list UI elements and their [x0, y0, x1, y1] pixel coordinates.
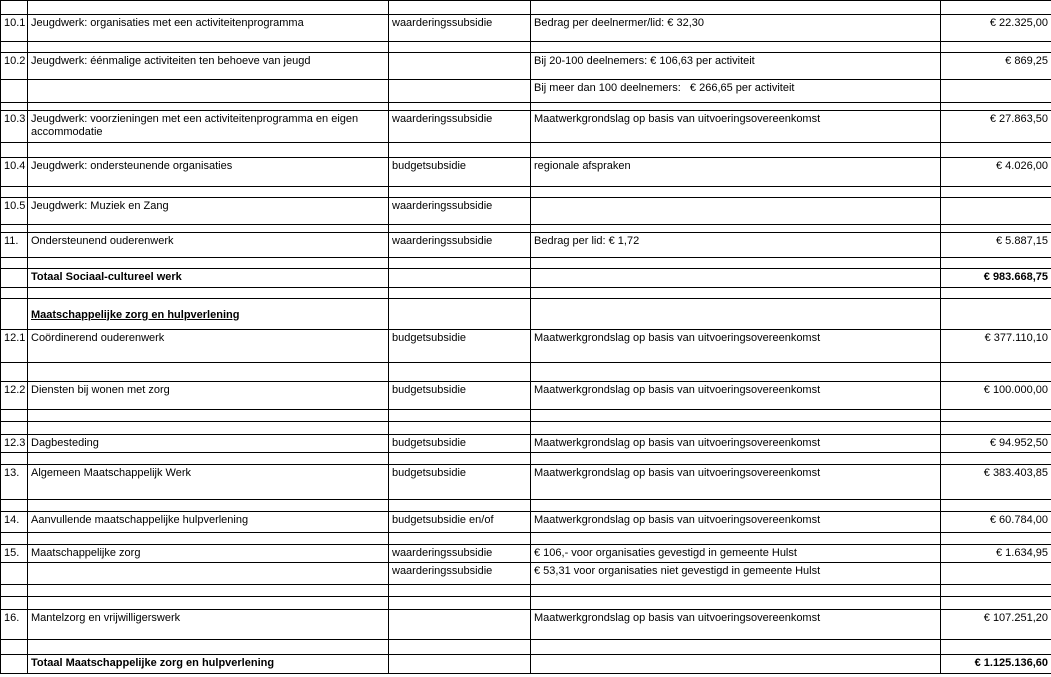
- cell-id: 10.3: [1, 111, 28, 143]
- cell-subsidy-type: [389, 640, 531, 655]
- cell-grondslag: [531, 269, 941, 288]
- cell-grondslag: [531, 299, 941, 330]
- table-row: [1, 15, 1051, 42]
- cell-description: Jeugdwerk: ondersteunende organisaties: [28, 158, 389, 187]
- table-row-empty: [1, 597, 1051, 610]
- cell-subsidy-type: budgetsubsidie: [389, 465, 531, 500]
- cell-grondslag: [531, 103, 941, 111]
- cell-subsidy-type: [389, 597, 531, 610]
- cell-description: [28, 187, 389, 198]
- cell-subsidy-type: budgetsubsidie: [389, 435, 531, 453]
- cell-description: Totaal Sociaal-cultureel werk: [28, 269, 389, 288]
- cell-id: [1, 187, 28, 198]
- cell-grondslag: Bij meer dan 100 deelnemers: € 266,65 per activiteit: [531, 80, 941, 103]
- cell-description: [28, 258, 389, 269]
- cell-amount: [941, 198, 1051, 225]
- cell-amount: [941, 143, 1051, 158]
- cell-id: 10.1: [1, 15, 28, 42]
- cell-id: 10.5: [1, 198, 28, 225]
- cell-description: [28, 103, 389, 111]
- cell-amount: [941, 453, 1051, 465]
- cell-description: [28, 453, 389, 465]
- cell-description: Jeugdwerk: voorzieningen met een activiteitenprogramma en eigen accommodatie: [28, 111, 389, 143]
- cell-amount: € 60.784,00: [941, 512, 1051, 533]
- table-row-empty: [1, 143, 1051, 158]
- table-row: [1, 330, 1051, 363]
- cell-amount: € 107.251,20: [941, 610, 1051, 640]
- cell-amount: [941, 410, 1051, 422]
- cell-id: [1, 453, 28, 465]
- cell-subsidy-type: [389, 42, 531, 53]
- cell-description: [28, 143, 389, 158]
- cell-description: Jeugdwerk: organisaties met een activiteitenprogramma: [28, 15, 389, 42]
- cell-grondslag: [531, 42, 941, 53]
- cell-amount: € 27.863,50: [941, 111, 1051, 143]
- cell-subsidy-type: waarderingssubsidie: [389, 233, 531, 258]
- cell-amount: [941, 42, 1051, 53]
- cell-id: 15.: [1, 545, 28, 563]
- cell-description: [28, 80, 389, 103]
- table-row: [1, 545, 1051, 563]
- cell-id: [1, 422, 28, 435]
- cell-id: 11.: [1, 233, 28, 258]
- cell-description: [28, 597, 389, 610]
- cell-id: [1, 410, 28, 422]
- table-row-empty: [1, 225, 1051, 233]
- cell-description: Aanvullende maatschappelijke hulpverlening: [28, 512, 389, 533]
- cell-amount: € 983.668,75: [941, 269, 1051, 288]
- cell-amount: [941, 585, 1051, 597]
- table-row-empty: [1, 585, 1051, 597]
- cell-amount: € 377.110,10: [941, 330, 1051, 363]
- cell-description: [28, 422, 389, 435]
- cell-id: [1, 258, 28, 269]
- cell-subsidy-type: budgetsubsidie en/of: [389, 512, 531, 533]
- table-row: [1, 111, 1051, 143]
- cell-amount: [941, 299, 1051, 330]
- cell-amount: € 94.952,50: [941, 435, 1051, 453]
- cell-id: [1, 269, 28, 288]
- table-row-empty: [1, 187, 1051, 198]
- cell-subsidy-type: [389, 585, 531, 597]
- cell-amount: [941, 597, 1051, 610]
- cell-id: [1, 500, 28, 512]
- cell-id: [1, 103, 28, 111]
- cell-amount: € 1.634,95: [941, 545, 1051, 563]
- table-row: [1, 382, 1051, 410]
- cell-grondslag: [531, 500, 941, 512]
- cell-id: [1, 42, 28, 53]
- cell-grondslag: Maatwerkgrondslag op basis van uitvoeringsovereenkomst: [531, 435, 941, 453]
- cell-id: [1, 1, 28, 15]
- table-row: [1, 563, 1051, 585]
- cell-id: [1, 640, 28, 655]
- cell-amount: [941, 225, 1051, 233]
- table-row-empty: [1, 42, 1051, 53]
- cell-grondslag: Maatwerkgrondslag op basis van uitvoeringsovereenkomst: [531, 465, 941, 500]
- cell-grondslag: Bedrag per deelnermer/lid: € 32,30: [531, 15, 941, 42]
- cell-id: [1, 533, 28, 545]
- cell-grondslag: Bij 20-100 deelnemers: € 106,63 per activiteit: [531, 53, 941, 80]
- cell-subsidy-type: waarderingssubsidie: [389, 198, 531, 225]
- cell-amount: [941, 533, 1051, 545]
- cell-id: 12.3: [1, 435, 28, 453]
- cell-id: [1, 597, 28, 610]
- cell-subsidy-type: [389, 453, 531, 465]
- table-row-empty: [1, 258, 1051, 269]
- cell-grondslag: [531, 533, 941, 545]
- cell-grondslag: [531, 143, 941, 158]
- cell-grondslag: [531, 288, 941, 299]
- cell-grondslag: [531, 258, 941, 269]
- cell-grondslag: [531, 453, 941, 465]
- table-row-section-header: [1, 299, 1051, 330]
- cell-subsidy-type: [389, 655, 531, 674]
- cell-id: [1, 363, 28, 382]
- cell-id: [1, 80, 28, 103]
- section-title: Maatschappelijke zorg en hulpverlening: [28, 299, 389, 330]
- cell-amount: [941, 258, 1051, 269]
- cell-subsidy-type: [389, 80, 531, 103]
- cell-subsidy-type: budgetsubsidie: [389, 330, 531, 363]
- cell-description: Totaal Maatschappelijke zorg en hulpverlening: [28, 655, 389, 674]
- cell-subsidy-type: [389, 103, 531, 111]
- cell-description: [28, 410, 389, 422]
- cell-amount: € 100.000,00: [941, 382, 1051, 410]
- cell-description: Dagbesteding: [28, 435, 389, 453]
- table-row-total-maatschappelijke-zorg: [1, 655, 1051, 674]
- cell-subsidy-type: [389, 500, 531, 512]
- cell-grondslag: [531, 1, 941, 15]
- cell-grondslag: [531, 225, 941, 233]
- cell-amount: [941, 363, 1051, 382]
- cell-description: Maatschappelijke zorg: [28, 545, 389, 563]
- cell-id: 12.2: [1, 382, 28, 410]
- cell-subsidy-type: [389, 299, 531, 330]
- cell-amount: € 22.325,00: [941, 15, 1051, 42]
- cell-description: Coördinerend ouderenwerk: [28, 330, 389, 363]
- cell-subsidy-type: [389, 53, 531, 80]
- cell-grondslag: Bedrag per lid: € 1,72: [531, 233, 941, 258]
- table-row: [1, 435, 1051, 453]
- table-row-empty: [1, 1, 1051, 15]
- cell-grondslag: [531, 422, 941, 435]
- cell-description: [28, 640, 389, 655]
- cell-subsidy-type: [389, 410, 531, 422]
- cell-subsidy-type: waarderingssubsidie: [389, 563, 531, 585]
- cell-id: 16.: [1, 610, 28, 640]
- cell-subsidy-type: [389, 143, 531, 158]
- cell-grondslag: Maatwerkgrondslag op basis van uitvoeringsovereenkomst: [531, 512, 941, 533]
- cell-id: [1, 585, 28, 597]
- cell-description: [28, 500, 389, 512]
- table-row-empty: [1, 288, 1051, 299]
- cell-description: [28, 533, 389, 545]
- cell-subsidy-type: [389, 422, 531, 435]
- cell-grondslag: [531, 410, 941, 422]
- table-row: [1, 465, 1051, 500]
- cell-grondslag: [531, 363, 941, 382]
- cell-subsidy-type: waarderingssubsidie: [389, 111, 531, 143]
- cell-subsidy-type: budgetsubsidie: [389, 382, 531, 410]
- cell-grondslag: Maatwerkgrondslag op basis van uitvoeringsovereenkomst: [531, 382, 941, 410]
- cell-amount: [941, 640, 1051, 655]
- table-row: [1, 53, 1051, 80]
- cell-grondslag: [531, 187, 941, 198]
- cell-id: 14.: [1, 512, 28, 533]
- cell-subsidy-type: [389, 225, 531, 233]
- cell-description: Diensten bij wonen met zorg: [28, 382, 389, 410]
- cell-description: [28, 225, 389, 233]
- table-row: [1, 158, 1051, 187]
- cell-amount: [941, 80, 1051, 103]
- cell-id: 12.1: [1, 330, 28, 363]
- cell-id: 10.4: [1, 158, 28, 187]
- cell-description: [28, 288, 389, 299]
- cell-grondslag: Maatwerkgrondslag op basis van uitvoeringsovereenkomst: [531, 610, 941, 640]
- cell-amount: € 5.887,15: [941, 233, 1051, 258]
- table-row: [1, 198, 1051, 225]
- cell-amount: [941, 500, 1051, 512]
- table-row-empty: [1, 453, 1051, 465]
- cell-amount: € 869,25: [941, 53, 1051, 80]
- table-row-empty: [1, 363, 1051, 382]
- cell-grondslag: regionale afspraken: [531, 158, 941, 187]
- cell-subsidy-type: [389, 1, 531, 15]
- cell-subsidy-type: [389, 363, 531, 382]
- table-row-empty: [1, 410, 1051, 422]
- cell-id: [1, 143, 28, 158]
- table-row-empty: [1, 533, 1051, 545]
- table-row-empty: [1, 500, 1051, 512]
- table-row: [1, 512, 1051, 533]
- cell-description: Jeugdwerk: éénmalige activiteiten ten behoeve van jeugd: [28, 53, 389, 80]
- cell-id: [1, 288, 28, 299]
- cell-subsidy-type: waarderingssubsidie: [389, 545, 531, 563]
- cell-description: [28, 1, 389, 15]
- cell-subsidy-type: [389, 187, 531, 198]
- cell-description: [28, 585, 389, 597]
- cell-grondslag: [531, 640, 941, 655]
- cell-description: Jeugdwerk: Muziek en Zang: [28, 198, 389, 225]
- cell-description: Mantelzorg en vrijwilligerswerk: [28, 610, 389, 640]
- cell-grondslag: [531, 585, 941, 597]
- cell-amount: € 1.125.136,60: [941, 655, 1051, 674]
- cell-id: [1, 225, 28, 233]
- cell-subsidy-type: [389, 269, 531, 288]
- cell-amount: [941, 288, 1051, 299]
- cell-subsidy-type: [389, 533, 531, 545]
- cell-grondslag: € 53,31 voor organisaties niet gevestigd in gemeente Hulst: [531, 563, 941, 585]
- cell-id: 10.2: [1, 53, 28, 80]
- cell-amount: € 383.403,85: [941, 465, 1051, 500]
- cell-subsidy-type: [389, 288, 531, 299]
- cell-id: [1, 299, 28, 330]
- table-row-empty: [1, 103, 1051, 111]
- cell-amount: [941, 103, 1051, 111]
- cell-amount: [941, 1, 1051, 15]
- table-row: [1, 610, 1051, 640]
- cell-grondslag: [531, 655, 941, 674]
- cell-subsidy-type: [389, 258, 531, 269]
- cell-amount: [941, 187, 1051, 198]
- cell-description: [28, 563, 389, 585]
- cell-description: [28, 42, 389, 53]
- cell-description: [28, 363, 389, 382]
- cell-grondslag: Maatwerkgrondslag op basis van uitvoeringsovereenkomst: [531, 111, 941, 143]
- cell-amount: [941, 422, 1051, 435]
- cell-description: Algemeen Maatschappelijk Werk: [28, 465, 389, 500]
- table-row: [1, 80, 1051, 103]
- cell-grondslag: € 106,- voor organisaties gevestigd in gemeente Hulst: [531, 545, 941, 563]
- cell-grondslag: [531, 198, 941, 225]
- table-row: [1, 233, 1051, 258]
- table-row-empty: [1, 640, 1051, 655]
- cell-grondslag: [531, 597, 941, 610]
- table-row-total-sociaal-cultureel: [1, 269, 1051, 288]
- cell-subsidy-type: budgetsubsidie: [389, 158, 531, 187]
- cell-id: [1, 655, 28, 674]
- table-row-empty: [1, 422, 1051, 435]
- cell-subsidy-type: waarderingssubsidie: [389, 15, 531, 42]
- cell-id: 13.: [1, 465, 28, 500]
- cell-subsidy-type: [389, 610, 531, 640]
- cell-description: Ondersteunend ouderenwerk: [28, 233, 389, 258]
- cell-id: [1, 563, 28, 585]
- cell-amount: € 4.026,00: [941, 158, 1051, 187]
- cell-grondslag: Maatwerkgrondslag op basis van uitvoeringsovereenkomst: [531, 330, 941, 363]
- cell-amount: [941, 563, 1051, 585]
